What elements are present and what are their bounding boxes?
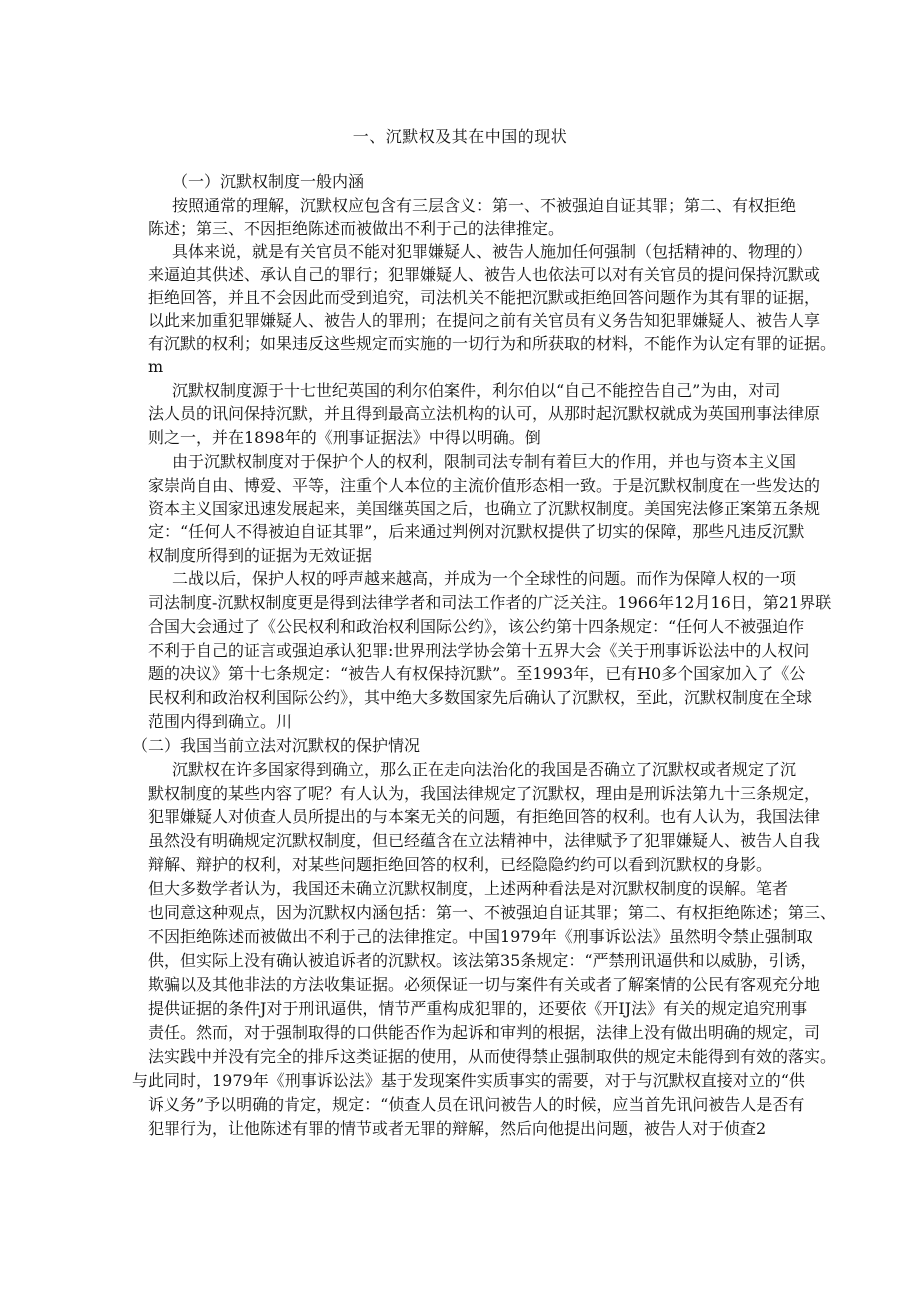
section-heading-2: （二）我国当前立法对沉默权的保护情况 (132, 736, 421, 755)
footnote-marker: m (148, 357, 164, 376)
page-title: 一、沉默权及其在中国的现状 (352, 127, 568, 146)
paragraph-line: 不利于自己的证言或强迫承认犯罪:世界刑法学协会第十五界大会《关于刑事诉讼法中的人权问 (148, 641, 810, 660)
paragraph-line: 犯罪行为，让他陈述有罪的情节或者无罪的辩解，然后向他提出问题，被告人对于侦查2 (148, 1119, 767, 1138)
paragraph-line: 诉义务”予以明确的肯定，规定：“侦查人员在讯问被告人的时候，应当首先讯问被告人是否有 (148, 1095, 805, 1114)
paragraph-line: 供，但实际上没有确认被追诉者的沉默权。该法第35条规定：“严禁刑讯逼供和以威胁，引诱， (148, 951, 817, 970)
paragraph-line: 由于沉默权制度对于保护个人的权利，限制司法专制有着巨大的作用，并也与资本主义国 (172, 452, 797, 471)
paragraph-line: 法人员的讯问保持沉默，并且得到最高立法机构的认可，从那时起沉默权就成为英国刑事法律原 (148, 404, 821, 423)
paragraph-line: 法实践中并没有完全的排斥这类证据的使用，从而使得禁止强制取供的规定未能得到有效的落实。 (148, 1047, 837, 1066)
paragraph-line: 合国大会通过了《公民权利和政治权利国际公约》，该公约第十四条规定：“任何人不被强迫作 (148, 617, 805, 636)
paragraph-line: 民权利和政治权利国际公约》，其中绝大多数国家先后确认了沉默权，至此，沉默权制度在全球 (148, 688, 813, 707)
paragraph-line: 范围内得到确立。川 (148, 712, 293, 731)
paragraph-line: 但大多数学者认为，我国还未确立沉默权制度，上述两种看法是对沉默权制度的误解。笔者 (148, 879, 789, 898)
paragraph-line: 家崇尚自由、博爱、平等，注重个人本位的主流价值形态相一致。于是沉默权制度在一些发达的 (148, 476, 821, 495)
section-heading-1: （一）沉默权制度一般内涵 (172, 172, 365, 191)
paragraph-line: 二战以后，保护人权的呼声越来越高，并成为一个全球性的问题。而作为保障人权的一项 (172, 569, 797, 588)
paragraph-line: 司法制度-沉默权制度更是得到法律学者和司法工作者的广泛关注。1966年12月16日，第21界联 (148, 593, 832, 612)
paragraph-line: 欺骗以及其他非法的方法收集证据。必须保证一切与案件有关或者了解案情的公民有客观充分地 (148, 975, 821, 994)
paragraph-line: 责任。然而，对于强制取得的口供能否作为起诉和审判的根据，法律上没有做出明确的规定，司 (148, 1023, 821, 1042)
paragraph-line: 来逼迫其供述、承认自己的罪行；犯罪嫌疑人、被告人也依法可以对有关官员的提问保持沉默或 (148, 265, 821, 284)
paragraph-line: 则之一，并在1898年的《刑事证据法》中得以明确。倒 (148, 428, 541, 447)
paragraph-line: 定：“任何人不得被迫自证其罪”，后来通过判例对沉默权提供了切实的保障，那些凡违反沉默 (148, 522, 805, 541)
paragraph-line: 提供证据的条件J对于刑讯逼供，情节严重构成犯罪的，还要依《开IJ法》有关的规定追究刑事 (148, 999, 808, 1018)
paragraph-line: 拒绝回答，并且不会因此而受到追究，司法机关不能把沉默或拒绝回答问题作为其有罪的证据， (148, 288, 821, 307)
paragraph-line: 与此同时，1979年《刑事诉讼法》基于发现案件实质事实的需要，对于与沉默权直接对立的“供 (132, 1071, 805, 1090)
paragraph-line: 默权制度的某些内容了呢？有人认为，我国法律规定了沉默权，理由是刑诉法第九十三条规定， (148, 784, 821, 803)
paragraph-line: 陈述；第三、不因拒绝陈述而被做出不利于己的法律推定。 (148, 219, 565, 238)
paragraph-line: 有沉默的权利；如果违反这些规定而实施的一切行为和所获取的材料，不能作为认定有罪的证据。 (148, 334, 837, 353)
paragraph-line: 沉默权在许多国家得到确立，那么正在走向法治化的我国是否确立了沉默权或者规定了沉 (172, 760, 797, 779)
paragraph-line: 按照通常的理解，沉默权应包含有三层含义：第一、不被强迫自证其罪；第二、有权拒绝 (172, 196, 797, 215)
paragraph-line: 不因拒绝陈述而被做出不利于己的法律推定。中国1979年《刑事诉讼法》虽然明令禁止强制取 (148, 927, 813, 946)
paragraph-line: 以此来加重犯罪嫌疑人、被告人的罪刑；在提问之前有关官员有义务告知犯罪嫌疑人、被告人享 (148, 311, 821, 330)
paragraph-line: 题的决议》第十七条规定：“被告人有权保持沉默”。至1993年，已有H0多个国家加入了《公 (148, 664, 806, 683)
paragraph-line: 具体来说，就是有关官员不能对犯罪嫌疑人、被告人施加任何强制（包括精神的、物理的） (172, 242, 813, 261)
paragraph-line: 辩解、辩护的权利，对某些问题拒绝回答的权利，已经隐隐约约可以看到沉默权的身影。 (148, 855, 773, 874)
paragraph-line: 也同意这种观点，因为沉默权内涵包括：第一、不被强迫自证其罪；第二、有权拒绝陈述；第三、 (148, 903, 837, 922)
paragraph-line: 沉默权制度源于十七世纪英国的利尔伯案件，利尔伯以“自己不能控告自己”为由，对司 (172, 381, 781, 400)
paragraph-line: 权制度所得到的证据为无效证据 (148, 546, 373, 565)
paragraph-line: 虽然没有明确规定沉默权制度，但已经蕴含在立法精神中，法律赋予了犯罪嫌疑人、被告人自我 (148, 831, 821, 850)
paragraph-line: 资本主义国家迅速发展起来，美国继英国之后，也确立了沉默权制度。美国宪法修正案第五条规 (148, 499, 821, 518)
paragraph-line: 犯罪嫌疑人对侦查人员所提出的与本案无关的问题，有拒绝回答的权利。也有人认为，我国法律 (148, 807, 821, 826)
